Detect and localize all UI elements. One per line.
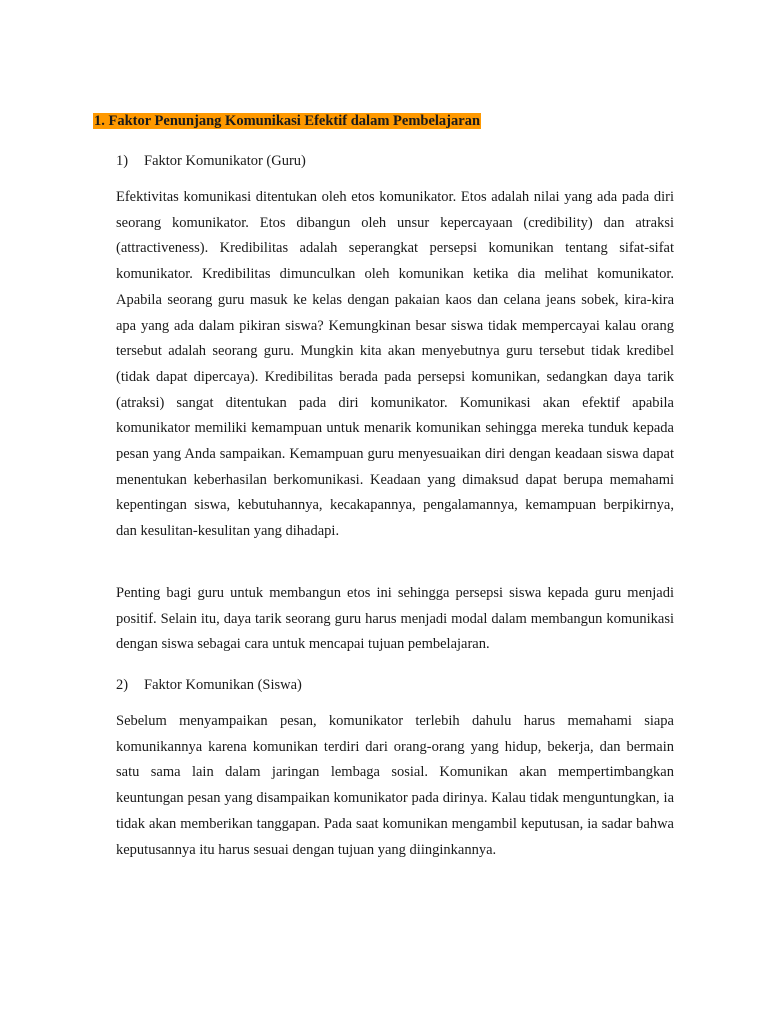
subsection-title-komunikan <box>116 676 302 694</box>
subsection-title-text: Faktor Komunikator (Guru) <box>144 153 306 169</box>
subsection-number: 1) <box>116 153 129 169</box>
paragraph-membangun-etos: Penting bagi guru untuk membangun etos ini sehingga persepsi siswa kepada guru menjadi positif. Selain itu, daya tarik seorang guru harus menjadi modal dalam membangun komunikasi dengan siswa sebagai cara untuk mencapai tujuan pembelajaran. <box>116 585 674 653</box>
heading-highlight: 1. Faktor Penunjang Komunikasi Efektif dalam Pembelajaran <box>94 113 481 129</box>
section-heading <box>93 112 481 130</box>
subsection-title-text: Faktor Komunikan (Siswa) <box>144 677 302 693</box>
paragraph-etos-komunikator: Efektivitas komunikasi ditentukan oleh etos komunikator. Etos adalah nilai yang ada pada diri seorang komunikator. Etos dibangun oleh unsur kepercayaan (credibility) dan atraksi (attractiveness). Kredibilitas adalah seperangkat persepsi komunikan tentang sifat-sifat komunikator. Kredibilitas dimunculkan oleh komunikan ketika dia melihat komunikator. Apabila seorang guru masuk ke kelas dengan pakaian kaos dan celana jeans sobek, kira-kira apa yang ada dalam pikiran siswa? Kemungkinan besar siswa tidak mempercayai kalau orang tersebut adalah seorang guru. Mungkin kita akan menyebutnya guru tersebut tidak kredibel (tidak dapat dipercaya). Kredibilitas berada pada persepsi komunikan, sedangkan daya tarik (atraksi) sangat ditentukan pada diri komunikator. Komunikasi akan efektif apabila komunikator memiliki kemampuan untuk menarik komunikan sehingga mereka tunduk kepada pesan yang Anda sampaikan. Kemampuan guru menyesuaikan diri dengan keadaan siswa dapat menentukan keberhasilan berkomunikasi. Keadaan yang dimaksud dapat berupa memahami kepentingan siswa, kebutuhannya, kecakapannya, pengalamannya, kemampuan berpikirnya, dan kesulitan-kesulitan yang dihadapi. <box>116 189 674 540</box>
subsection-number: 2) <box>116 677 129 693</box>
subsection-title-komunikator <box>116 152 306 170</box>
paragraph-komunikan: Sebelum menyampaikan pesan, komunikator terlebih dahulu harus memahami siapa komunikannya karena komunikan terdiri dari orang-orang yang hidup, bekerja, dan bermain satu sama lain dalam jaringan lembaga sosial. Komunikan akan mempertimbangkan keuntungan pesan yang disampaikan komunikator pada dirinya. Kalau tidak menguntungkan, ia tidak akan memberikan tanggapan. Pada saat komunikan mengambil keputusan, ia sadar bahwa keputusannya itu harus sesuai dengan tujuan yang diinginkannya. <box>116 713 674 858</box>
